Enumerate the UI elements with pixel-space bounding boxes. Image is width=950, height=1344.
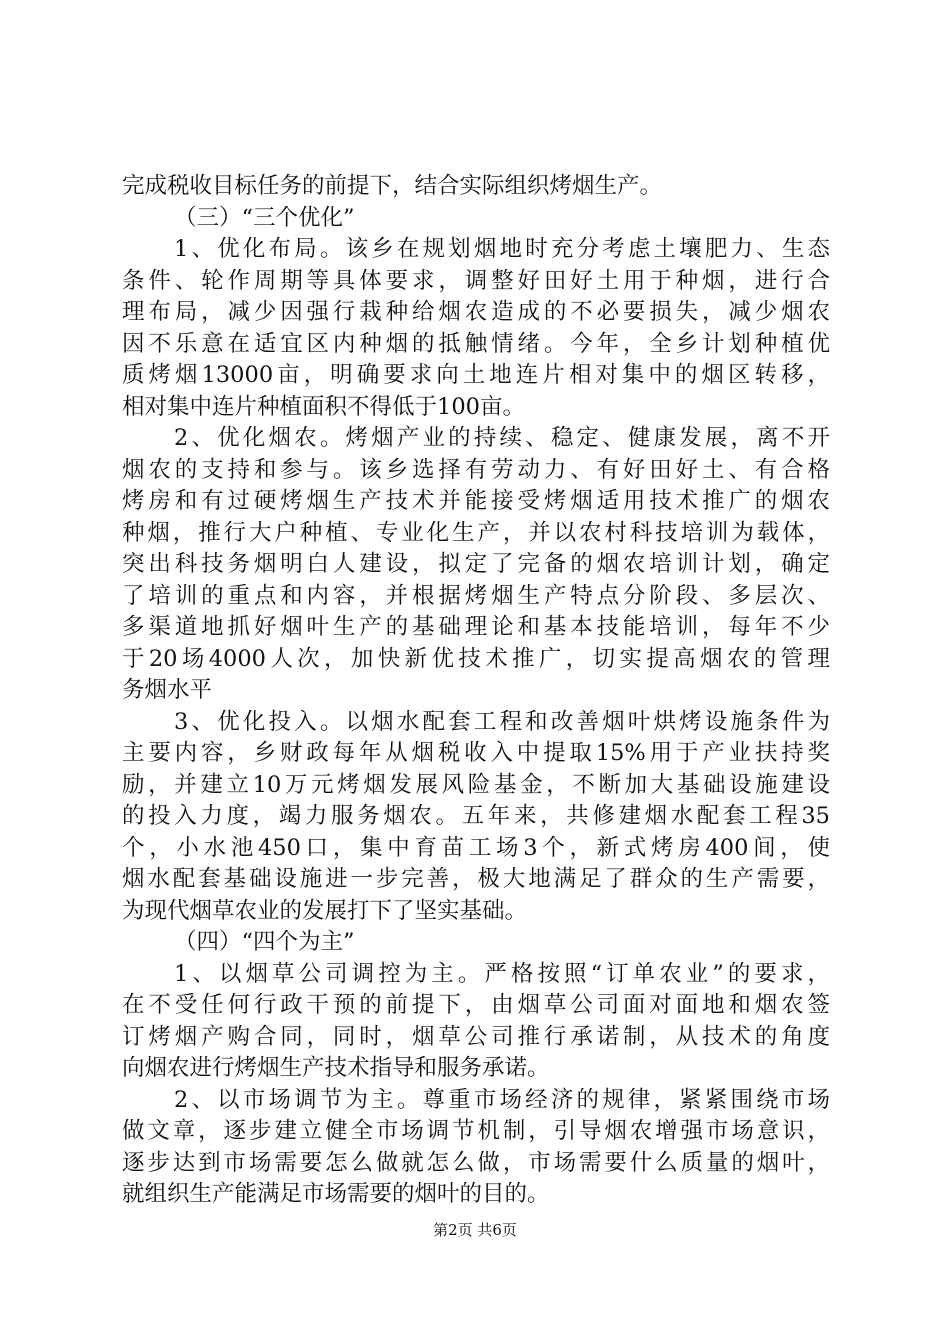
text-line: 种烟，推行大户种植、专业化生产，并以农村科技培训为载体，: [122, 519, 830, 546]
text-line: 于20场4000人次，加快新优技术推广，切实提高烟农的管理: [122, 645, 830, 672]
text-line: 了培训的重点和内容，并根据烤烟生产特点分阶段、多层次、: [122, 582, 830, 609]
text-line: 2、优化烟农。烤烟产业的持续、稳定、健康发展，离不开: [174, 425, 830, 451]
text-line: 主要内容，乡财政每年从烟税收入中提取15%用于产业扶持奖: [122, 740, 830, 766]
text-line: 1、以烟草公司调控为主。严格按照“订单农业”的要求，: [174, 960, 830, 987]
text-line: 烟水配套基础设施进一步完善，极大地满足了群众的生产需要，: [122, 866, 830, 892]
text-line: 订烤烟产购合同，同时，烟草公司推行承诺制，从技术的角度: [122, 1023, 830, 1050]
text-line: 为现代烟草农业的发展打下了坚实基础。: [122, 897, 528, 924]
text-line: 就组织生产能满足市场需要的烟叶的目的。: [122, 1181, 550, 1207]
page-footer: 第2页 共6页: [433, 1221, 517, 1239]
text-line: 在不受任何行政干预的前提下，由烟草公司面对面地和烟农签: [122, 992, 830, 1018]
text-line: 励，并建立10万元烤烟发展风险基金，不断加大基础设施建设: [122, 771, 830, 798]
text-line: 2、以市场调节为主。尊重市场经济的规律，紧紧围绕市场: [174, 1086, 830, 1113]
text-line: 烤房和有过硬烤烟生产技术并能接受烤烟适用技术推广的烟农: [122, 488, 830, 514]
text-line: 相对集中连片种植面积不得低于100亩。: [122, 393, 525, 420]
text-line: 突出科技务烟明白人建设，拟定了完备的烟农培训计划，确定: [122, 551, 830, 577]
text-line: 烟农的支持和参与。该乡选择有劳动力、有好田好土、有合格: [122, 456, 830, 483]
text-line: （四）“四个为主”: [174, 929, 355, 955]
text-line: 多渠道地抓好烟叶生产的基础理论和基本技能培训，每年不少: [122, 614, 830, 640]
text-line: 做文章，逐步建立健全市场调节机制，引导烟农增强市场意识，: [122, 1118, 830, 1144]
text-line: 条件、轮作周期等具体要求，调整好田好土用于种烟，进行合: [122, 267, 830, 294]
text-line: 1、优化布局。该乡在规划烟地时充分考虑土壤肥力、生态: [174, 236, 830, 262]
document-body: [122, 171, 830, 1211]
text-line: 向烟农进行烤烟生产技术指导和服务承诺。: [122, 1055, 550, 1081]
text-line: 因不乐意在适宜区内种烟的抵触情绪。今年，全乡计划种植优: [122, 330, 830, 357]
text-line: 的投入力度，竭力服务烟农。五年来，共修建烟水配套工程35: [122, 803, 830, 829]
text-line: 3、优化投入。以烟水配套工程和改善烟叶烘烤设施条件为: [174, 708, 830, 735]
text-line: （三）“三个优化”: [174, 204, 355, 231]
text-line: 逐步达到市场需要怎么做就怎么做，市场需要什么质量的烟叶，: [122, 1149, 830, 1176]
text-line: 理布局，减少因强行栽种给烟农造成的不必要损失，减少烟农: [122, 299, 830, 325]
text-line: 个，小水池450口，集中育苗工场3个，新式烤房400间，使: [122, 834, 830, 861]
text-line: 务烟水平: [122, 677, 213, 703]
text-line: 完成税收目标任务的前提下，结合实际组织烤烟生产。: [122, 173, 663, 199]
text-line: 质烤烟13000亩，明确要求向土地连片相对集中的烟区转移，: [122, 362, 830, 388]
